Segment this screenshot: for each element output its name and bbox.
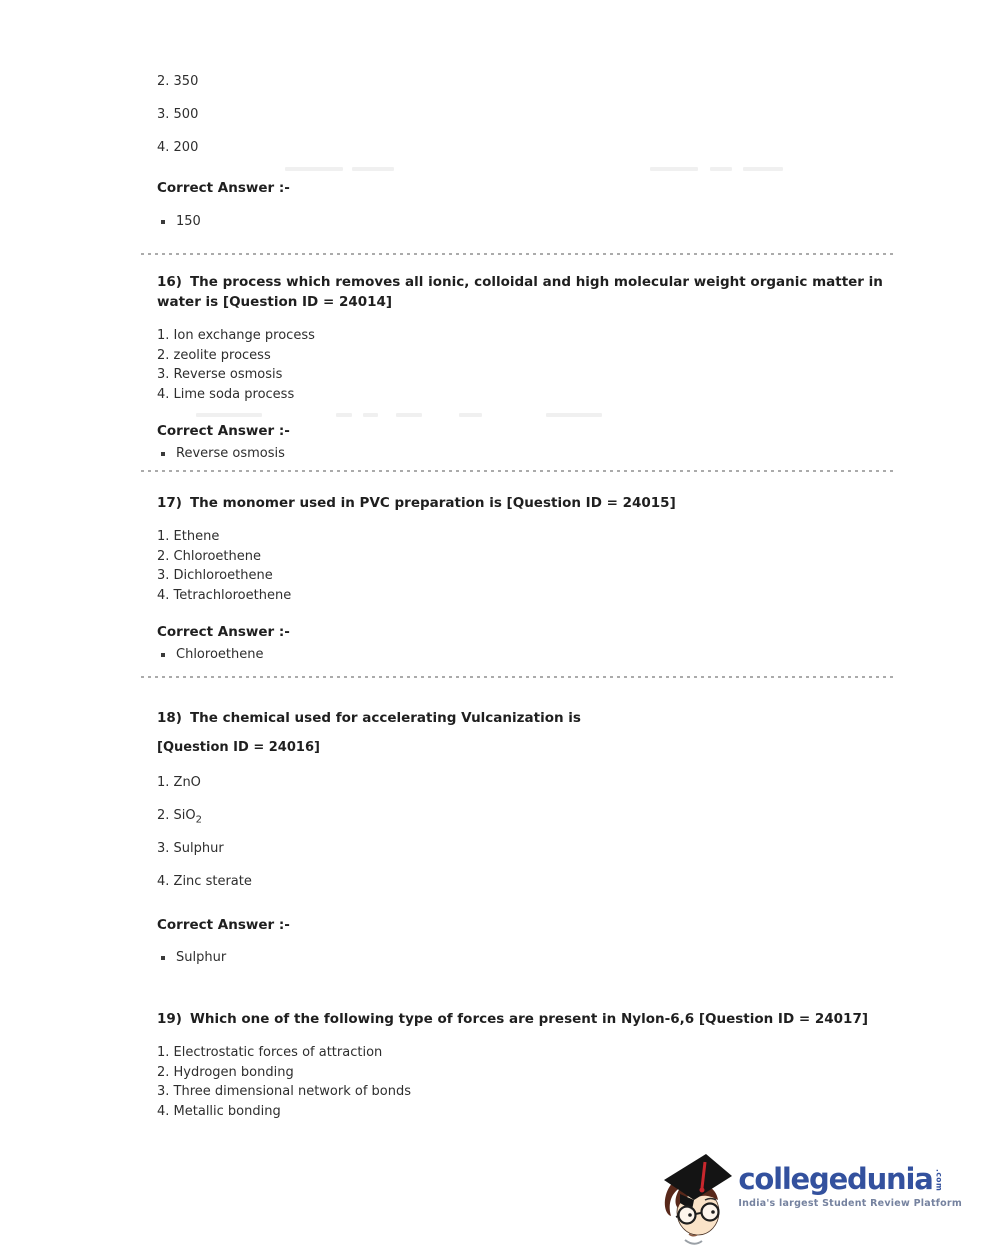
question-options	[157, 1043, 893, 1121]
brand-tld: .com	[934, 1169, 944, 1192]
section-divider	[141, 253, 893, 255]
question-text: The monomer used in PVC preparation is [Question ID = 24015]	[189, 495, 676, 511]
answer-option: 1. ZnO	[157, 775, 201, 790]
section-divider	[141, 676, 893, 678]
answer-option: 4. Lime soda process	[157, 386, 295, 402]
brand-text	[738, 1164, 962, 1209]
mascot-icon	[658, 1150, 734, 1246]
question-header	[157, 493, 893, 513]
correct-answer-label: Correct Answer :-	[157, 423, 290, 439]
answer-option: 4. Zinc sterate	[157, 874, 252, 889]
bullet-icon	[161, 452, 165, 456]
answer-option: 4. 200	[157, 140, 199, 155]
answer-option: 3. Sulphur	[157, 841, 224, 856]
answer-option: 2. SiO$_2$	[157, 808, 203, 826]
correct-answer-label: Correct Answer :-	[157, 917, 290, 933]
answer-option: 3. 500	[157, 107, 199, 122]
question-text: Which one of the following type of forces are present in Nylon-6,6 [Question ID = 24017]	[189, 1011, 869, 1027]
brand-tagline: India's largest Student Review Platform	[738, 1198, 962, 1209]
answer-option: 4. Metallic bonding	[157, 1103, 281, 1119]
answer-option: 2. Chloroethene	[157, 548, 261, 564]
answer-option: 2. Hydrogen bonding	[157, 1064, 294, 1080]
bullet-icon	[161, 220, 165, 224]
question-header	[157, 1009, 893, 1029]
section-divider	[141, 470, 893, 472]
question-id: [Question ID = 24016]	[157, 740, 320, 755]
question-text: The chemical used for accelerating Vulcanization is	[189, 710, 581, 726]
document-content	[157, 0, 893, 1121]
answer-option: 3. Three dimensional network of bonds	[157, 1084, 412, 1099]
question-number: 19)	[157, 1011, 182, 1027]
question-text: The process which removes all ionic, colloidal and high molecular weight organic matter in water is [Question ID = 24014]	[157, 274, 883, 310]
answer-option: 3. Dichloroethene	[157, 568, 273, 583]
brand-logo	[658, 1150, 962, 1246]
correct-answer-value: 150	[176, 214, 201, 229]
correct-answer-value: Reverse osmosis	[176, 446, 285, 461]
correct-answer-value: Sulphur	[176, 950, 227, 965]
answer-option: 3. Reverse osmosis	[157, 367, 283, 382]
bullet-icon	[161, 956, 165, 960]
question-number: 18)	[157, 710, 182, 726]
correct-answer-row	[157, 215, 893, 229]
answer-option: 2. zeolite process	[157, 347, 271, 363]
question-options	[157, 326, 893, 404]
question-header	[157, 708, 893, 728]
answer-option: 1. Electrostatic forces of attraction	[157, 1045, 383, 1060]
answer-option: 1. Ion exchange process	[157, 328, 315, 343]
question-options	[157, 527, 893, 605]
correct-answer-label: Correct Answer :-	[157, 180, 290, 196]
question-number: 16)	[157, 274, 182, 290]
answer-option: 2. 350	[157, 74, 199, 89]
bullet-icon	[161, 653, 165, 657]
correct-answer-value: Chloroethene	[176, 647, 264, 662]
correct-answer-row	[157, 951, 893, 965]
answer-option: 1. Ethene	[157, 529, 220, 544]
answer-option: 4. Tetrachloroethene	[157, 587, 292, 603]
correct-answer-row	[157, 447, 893, 461]
question-number: 17)	[157, 495, 182, 511]
correct-answer-label: Correct Answer :-	[157, 624, 290, 640]
brand-name: collegedunia	[738, 1162, 933, 1196]
correct-answer-row	[157, 648, 893, 662]
question-header	[157, 272, 893, 312]
